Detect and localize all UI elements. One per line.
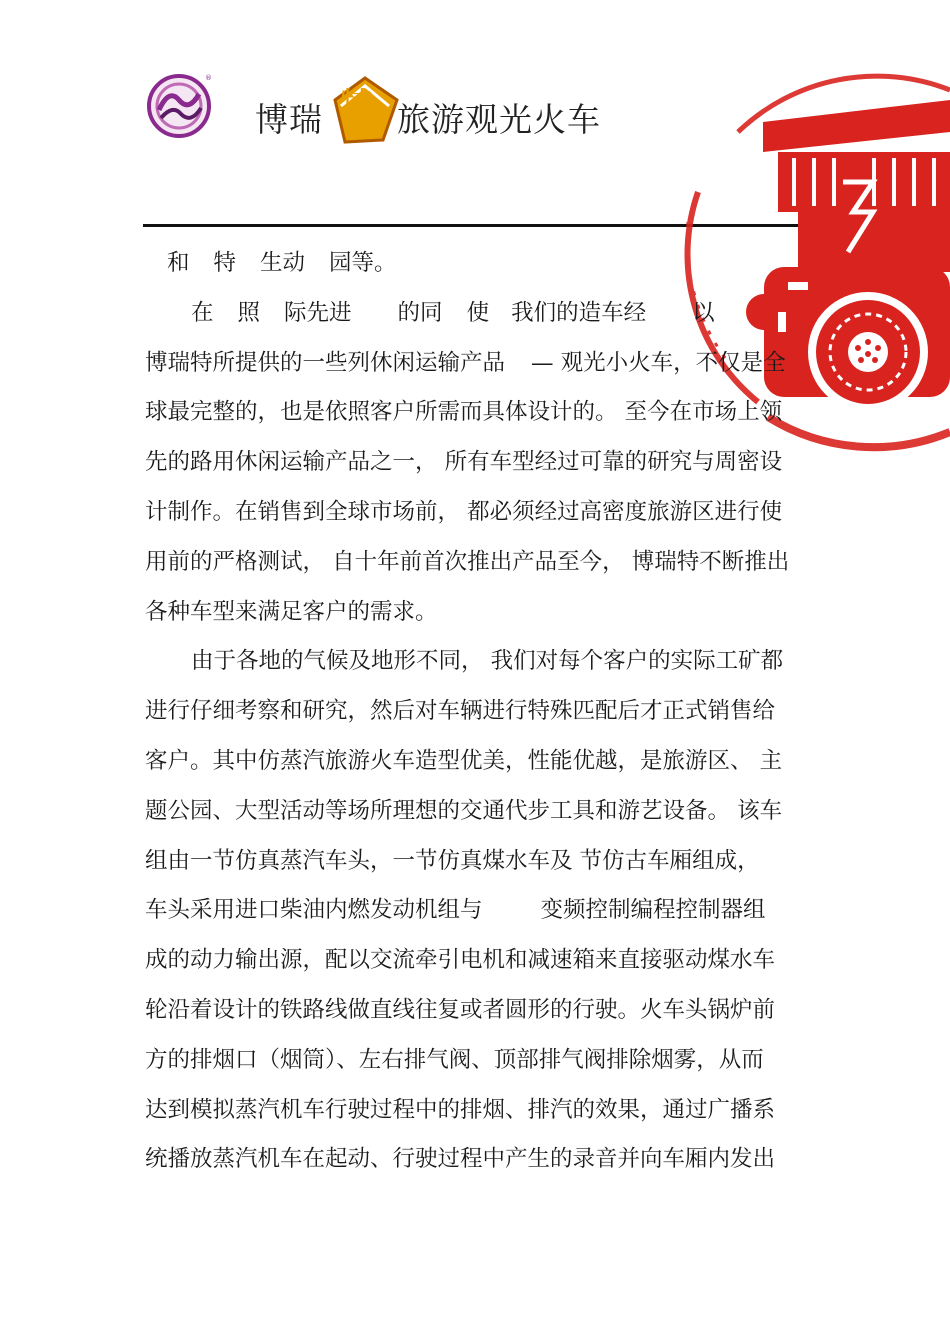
- text-fragment: 车头采用进口柴油内燃发动机组与: [145, 897, 483, 924]
- text-line: 组由一节仿真蒸汽车头，一节仿真煤水车及 节仿古车厢组成，: [145, 847, 760, 874]
- text-fragment: 以: [692, 299, 715, 326]
- text-fragment: 使: [466, 299, 490, 326]
- document-body: [145, 239, 810, 1185]
- header-title-part1: 博瑞: [255, 99, 323, 139]
- text-line: 统播放蒸汽机车在起动、行驶过程中产生的录音并向车厢内发出: [145, 1146, 776, 1173]
- text-fragment: 照: [237, 299, 261, 326]
- text-line: 成的动力输出源，配以交流牵引电机和减速箱来直接驱动煤水车: [145, 947, 776, 974]
- text-line: 达到模拟蒸汽机车行驶过程中的排烟、排汽的效果，通过广播系: [145, 1096, 776, 1123]
- text-fragment: 博瑞特所提供的一些列休闲运输产品: [145, 349, 506, 376]
- text-line: 球最完整的，也是依照客户所需而具体设计的。 至今在市场上领: [145, 399, 783, 426]
- text-line: 计制作。在销售到全球市场前， 都必须经过高密度旅游区进行使: [145, 498, 783, 525]
- text-fragment: 在: [191, 299, 214, 326]
- text-fragment: 际先进: [284, 299, 352, 326]
- text-line: 客户。其中仿蒸汽旅游火车造型优美，性能优越，是旅游区、 主: [145, 747, 783, 774]
- header-title-highlight-char: 特: [339, 86, 377, 127]
- text-line: 用前的严格测试， 自十年前首次推出产品至今， 博瑞特不断推出: [145, 548, 790, 575]
- text-fragment: 和: [167, 250, 190, 276]
- text-line: [145, 239, 810, 289]
- text-line: [145, 886, 810, 936]
- text-fragment: 园等。: [329, 250, 397, 276]
- text-line: [145, 339, 810, 389]
- text-fragment: — 观光小火车，不仅是全: [531, 349, 786, 376]
- header-title-part2: 旅游观光火车: [397, 99, 601, 139]
- text-line: 题公园、大型活动等场所理想的交通代步工具和游艺设备。 该车: [145, 797, 783, 824]
- company-logo: [143, 70, 217, 140]
- text-fragment: 特: [213, 250, 237, 276]
- text-line: 进行仔细考察和研究，然后对车辆进行特殊匹配后才正式销售给: [145, 698, 776, 725]
- text-fragment: 变频控制编程控制器组: [540, 897, 766, 924]
- text-line: 由于各地的气候及地形不同， 我们对每个客户的实际工矿都: [191, 648, 784, 675]
- text-line: 方的排烟口（烟筒）、左右排气阀、顶部排气阀排除烟雾，从而: [145, 1046, 764, 1073]
- svg-text:®: ®: [205, 74, 212, 82]
- header-title-highlight: [325, 86, 403, 142]
- text-fragment: 生动: [260, 250, 306, 276]
- text-line: 先的路用休闲运输产品之一， 所有车型经过可靠的研究与周密设: [145, 449, 783, 476]
- text-line: [145, 289, 810, 339]
- text-line: 各种车型来满足客户的需求。: [145, 598, 438, 625]
- text-fragment: 我们的造车经: [511, 299, 647, 326]
- text-line: 轮沿着设计的铁路线做直线往复或者圆形的行驶。火车头锅炉前: [145, 996, 776, 1023]
- header-title: [255, 86, 601, 142]
- text-fragment: 的同: [397, 299, 443, 326]
